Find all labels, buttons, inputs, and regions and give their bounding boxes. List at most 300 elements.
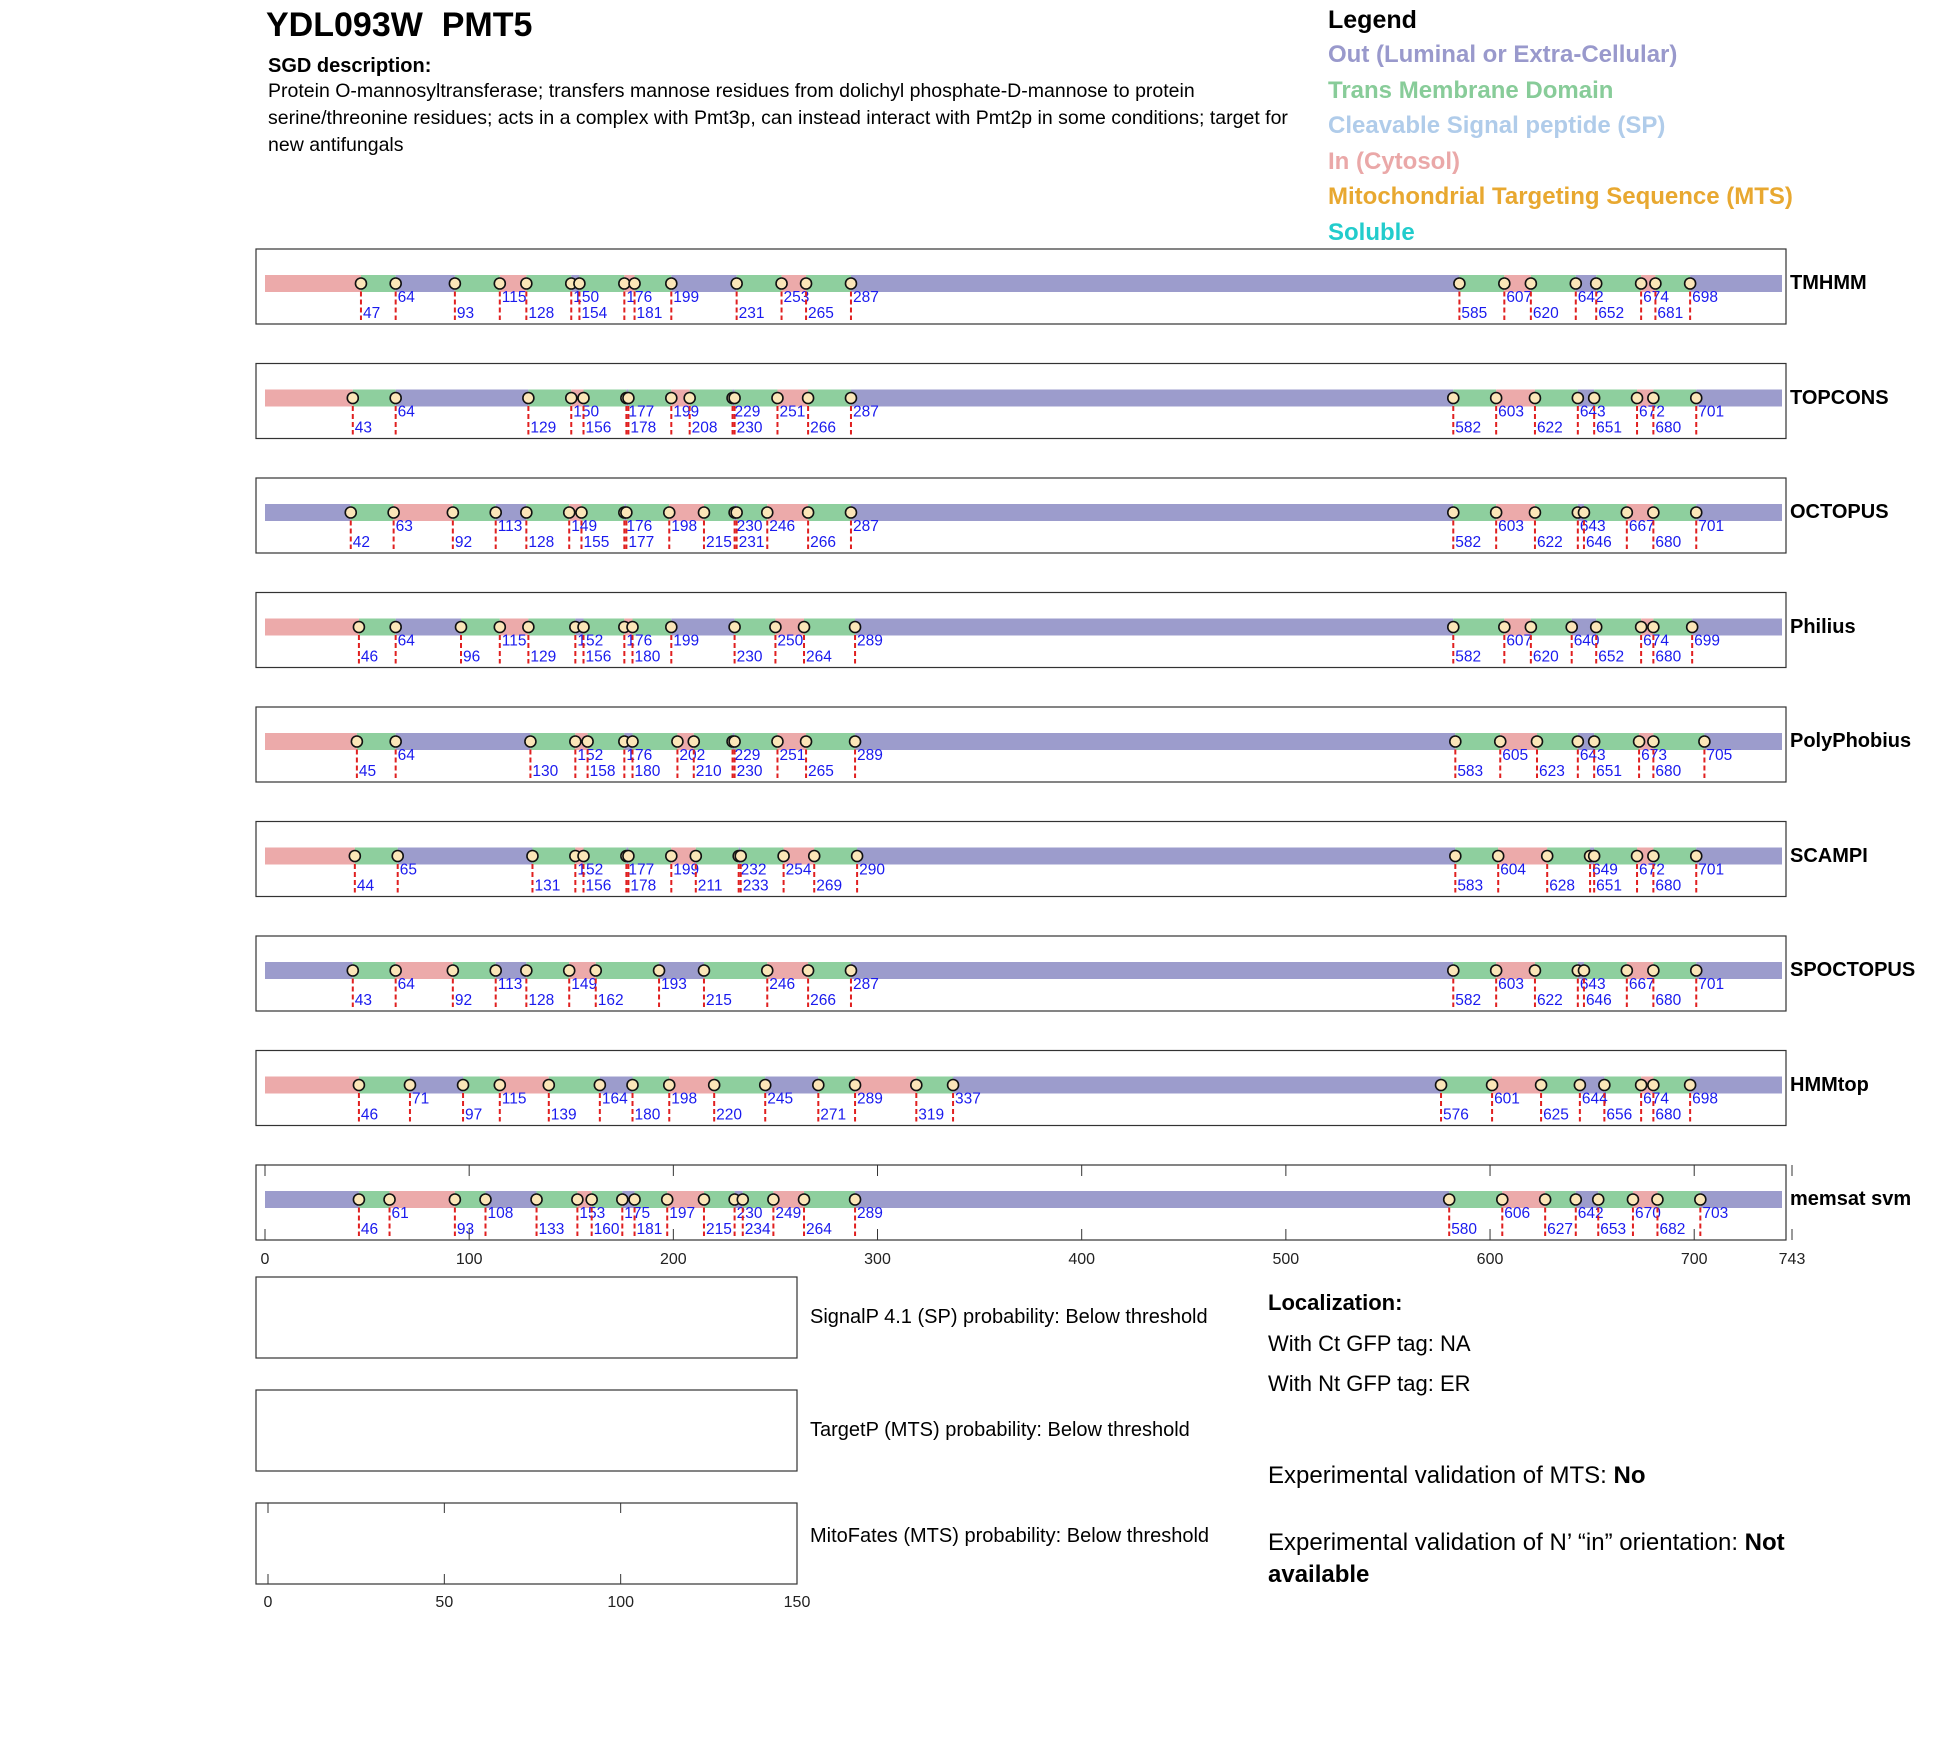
segment-tm bbox=[804, 619, 855, 636]
segment-tm bbox=[526, 504, 569, 521]
boundary-circle bbox=[772, 736, 783, 747]
segment-tm bbox=[549, 1077, 600, 1094]
boundary-circle bbox=[1589, 736, 1600, 747]
boundary-circle bbox=[629, 278, 640, 289]
boundary-label: 646 bbox=[1585, 992, 1612, 1009]
segment-tm bbox=[1535, 504, 1578, 521]
boundary-circle bbox=[1572, 393, 1583, 404]
boundary-label: 674 bbox=[1643, 632, 1669, 650]
boundary-label: 115 bbox=[501, 632, 527, 650]
boundary-label: 152 bbox=[577, 632, 604, 650]
boundary-circle bbox=[762, 507, 773, 518]
probability-label: MitoFates (MTS) probability: Below threshold bbox=[810, 1525, 1210, 1547]
boundary-circle bbox=[911, 1080, 922, 1091]
boundary-circle bbox=[1454, 278, 1465, 289]
segment-tm bbox=[1596, 619, 1641, 636]
boundary-circle bbox=[729, 736, 740, 747]
boundary-label: 180 bbox=[634, 763, 661, 780]
segment-tm bbox=[1449, 1191, 1502, 1208]
boundary-label: 680 bbox=[1655, 1106, 1682, 1124]
boundary-circle bbox=[353, 1194, 364, 1205]
boundary-label: 643 bbox=[1579, 976, 1606, 993]
segment-in bbox=[265, 1077, 359, 1094]
tool-label: memsat svm bbox=[1790, 1188, 1912, 1210]
boundary-label: 63 bbox=[395, 518, 413, 535]
boundary-label: 251 bbox=[779, 747, 806, 764]
segment-out bbox=[851, 275, 1459, 292]
axis-tick-label: 743 bbox=[1778, 1251, 1806, 1268]
boundary-label: 680 bbox=[1655, 877, 1682, 895]
localization-ct: With Ct GFP tag: NA bbox=[1268, 1331, 1471, 1356]
boundary-label: 701 bbox=[1698, 518, 1725, 535]
boundary-circle bbox=[850, 736, 861, 747]
boundary-circle bbox=[1578, 965, 1589, 976]
boundary-label: 156 bbox=[585, 648, 612, 666]
boundary-label: 46 bbox=[360, 1221, 379, 1238]
boundary-circle bbox=[760, 1080, 771, 1091]
boundary-label: 604 bbox=[1500, 861, 1527, 879]
boundary-label: 215 bbox=[705, 992, 732, 1009]
boundary-label: 177 bbox=[628, 403, 655, 421]
boundary-label: 680 bbox=[1655, 992, 1682, 1009]
boundary-label: 231 bbox=[738, 534, 765, 551]
boundary-circle bbox=[388, 507, 399, 518]
boundary-circle bbox=[490, 965, 501, 976]
boundary-circle bbox=[619, 278, 630, 289]
localization-heading: Localization: bbox=[1268, 1290, 1403, 1315]
segment-tm bbox=[455, 275, 500, 292]
boundary-circle bbox=[578, 851, 589, 862]
track-topcons bbox=[256, 364, 1786, 439]
boundary-label: 698 bbox=[1692, 1090, 1718, 1108]
boundary-circle bbox=[1448, 965, 1459, 976]
boundary-label: 245 bbox=[767, 1090, 794, 1108]
boundary-circle bbox=[1570, 278, 1581, 289]
boundary-label: 251 bbox=[779, 403, 806, 421]
boundary-label: 643 bbox=[1579, 747, 1606, 764]
boundary-label: 215 bbox=[705, 1221, 732, 1238]
boundary-circle bbox=[1691, 393, 1702, 404]
boundary-label: 643 bbox=[1579, 518, 1606, 535]
boundary-label: 673 bbox=[1641, 747, 1667, 764]
boundary-circle bbox=[729, 393, 740, 404]
segment-tm bbox=[453, 962, 496, 979]
boundary-circle bbox=[1499, 278, 1510, 289]
segment-tm bbox=[453, 504, 496, 521]
boundary-circle bbox=[494, 278, 505, 289]
boundary-circle bbox=[770, 622, 781, 633]
track-spoctopus bbox=[256, 936, 1786, 1011]
probability-panel bbox=[256, 1390, 797, 1471]
boundary-label: 181 bbox=[636, 1221, 663, 1238]
boundary-label: 670 bbox=[1634, 1205, 1661, 1222]
boundary-circle bbox=[1450, 851, 1461, 862]
boundary-circle bbox=[664, 1080, 675, 1091]
tool-label: OCTOPUS bbox=[1790, 501, 1889, 523]
boundary-label: 64 bbox=[397, 976, 415, 993]
segment-in bbox=[265, 733, 357, 750]
boundary-circle bbox=[1685, 278, 1696, 289]
segment-out bbox=[398, 848, 533, 865]
boundary-circle bbox=[494, 622, 505, 633]
boundary-circle bbox=[1542, 851, 1553, 862]
legend-title: Legend bbox=[1328, 6, 1417, 34]
segment-tm bbox=[1453, 962, 1496, 979]
boundary-label: 215 bbox=[705, 534, 732, 551]
boundary-label: 582 bbox=[1455, 419, 1482, 437]
boundary-circle bbox=[447, 507, 458, 518]
boundary-label: 229 bbox=[734, 403, 761, 421]
boundary-label: 265 bbox=[808, 763, 834, 780]
boundary-circle bbox=[1540, 1194, 1551, 1205]
legend-item-in: In (Cytosol) bbox=[1328, 147, 1460, 175]
boundary-label: 199 bbox=[673, 861, 700, 879]
boundary-circle bbox=[1525, 278, 1536, 289]
localization-nt: With Nt GFP tag: ER bbox=[1268, 1371, 1471, 1396]
segment-out bbox=[396, 390, 529, 407]
boundary-label: 65 bbox=[399, 861, 417, 879]
segment-tm bbox=[1531, 275, 1576, 292]
gene-id: YDL093W bbox=[266, 6, 423, 44]
segment-tm bbox=[808, 390, 851, 407]
boundary-circle bbox=[525, 736, 536, 747]
boundary-circle bbox=[1487, 1080, 1498, 1091]
boundary-label: 178 bbox=[630, 419, 657, 437]
boundary-circle bbox=[1448, 393, 1459, 404]
segment-out bbox=[396, 733, 531, 750]
boundary-circle bbox=[666, 278, 677, 289]
boundary-label: 250 bbox=[777, 632, 804, 650]
tool-label: SCAMPI bbox=[1790, 844, 1868, 867]
boundary-label: 643 bbox=[1579, 403, 1606, 421]
boundary-circle bbox=[698, 1194, 709, 1205]
experimental-mts-value: No bbox=[1613, 1462, 1646, 1489]
boundary-circle bbox=[351, 736, 362, 747]
tool-label: PolyPhobius bbox=[1790, 730, 1912, 752]
boundary-circle bbox=[355, 278, 366, 289]
boundary-circle bbox=[1529, 393, 1540, 404]
boundary-circle bbox=[799, 622, 810, 633]
boundary-label: 652 bbox=[1598, 305, 1625, 322]
probability-panel bbox=[256, 1277, 797, 1358]
boundary-circle bbox=[1699, 736, 1710, 747]
boundary-circle bbox=[1589, 393, 1600, 404]
boundary-label: 115 bbox=[501, 289, 527, 306]
boundary-circle bbox=[1536, 1080, 1547, 1091]
boundary-label: 149 bbox=[571, 976, 598, 993]
boundary-circle bbox=[698, 507, 709, 518]
boundary-circle bbox=[1529, 965, 1540, 976]
tool-label: TOPCONS bbox=[1790, 386, 1889, 409]
boundary-circle bbox=[737, 1194, 748, 1205]
segment-tm bbox=[1653, 962, 1696, 979]
boundary-label: 622 bbox=[1536, 992, 1563, 1009]
boundary-label: 623 bbox=[1538, 763, 1565, 780]
boundary-circle bbox=[629, 1194, 640, 1205]
boundary-label: 640 bbox=[1573, 632, 1600, 650]
boundary-label: 164 bbox=[601, 1090, 628, 1108]
segment-out bbox=[855, 619, 1453, 636]
boundary-label: 651 bbox=[1596, 763, 1623, 780]
boundary-circle bbox=[1627, 1194, 1638, 1205]
probability-label: SignalP 4.1 (SP) probability: Below threshold bbox=[810, 1306, 1208, 1328]
boundary-circle bbox=[347, 965, 358, 976]
tool-label: TMHMM bbox=[1790, 272, 1867, 294]
boundary-circle bbox=[521, 507, 532, 518]
boundary-label: 337 bbox=[955, 1090, 981, 1108]
boundary-circle bbox=[776, 278, 787, 289]
boundary-circle bbox=[447, 965, 458, 976]
boundary-circle bbox=[803, 393, 814, 404]
boundary-label: 115 bbox=[501, 1090, 527, 1108]
track-polyphobius bbox=[256, 707, 1786, 782]
boundary-circle bbox=[1648, 507, 1659, 518]
boundary-label: 64 bbox=[397, 747, 415, 764]
boundary-circle bbox=[1493, 851, 1504, 862]
boundary-label: 644 bbox=[1581, 1090, 1608, 1108]
prob-axis-tick-label: 150 bbox=[783, 1594, 811, 1611]
boundary-label: 705 bbox=[1706, 747, 1733, 764]
segment-tm bbox=[704, 962, 767, 979]
boundary-label: 585 bbox=[1461, 305, 1488, 322]
boundary-label: 582 bbox=[1455, 992, 1482, 1009]
boundary-label: 64 bbox=[397, 289, 415, 306]
boundary-circle bbox=[527, 851, 538, 862]
boundary-circle bbox=[1695, 1194, 1706, 1205]
boundary-label: 46 bbox=[360, 1106, 379, 1124]
boundary-label: 642 bbox=[1577, 1205, 1604, 1222]
boundary-label: 289 bbox=[857, 1090, 883, 1108]
gene-name: PMT5 bbox=[441, 6, 533, 44]
boundary-label: 289 bbox=[857, 632, 883, 650]
boundary-label: 231 bbox=[738, 305, 765, 322]
boundary-circle bbox=[1529, 507, 1540, 518]
boundary-label: 150 bbox=[573, 403, 600, 421]
boundary-label: 128 bbox=[528, 305, 555, 322]
boundary-label: 703 bbox=[1702, 1205, 1729, 1222]
boundary-circle bbox=[1591, 278, 1602, 289]
boundary-circle bbox=[1525, 622, 1536, 633]
boundary-label: 672 bbox=[1639, 861, 1665, 879]
boundary-circle bbox=[1448, 507, 1459, 518]
boundary-circle bbox=[623, 393, 634, 404]
segment-tm bbox=[526, 962, 569, 979]
boundary-label: 603 bbox=[1498, 518, 1525, 535]
boundary-circle bbox=[1497, 1194, 1508, 1205]
boundary-circle bbox=[390, 393, 401, 404]
boundary-label: 233 bbox=[742, 877, 769, 895]
boundary-label: 667 bbox=[1628, 518, 1655, 535]
boundary-circle bbox=[1632, 393, 1643, 404]
segment-out bbox=[857, 848, 1455, 865]
boundary-label: 152 bbox=[577, 861, 604, 879]
boundary-label: 680 bbox=[1655, 419, 1682, 437]
boundary-circle bbox=[521, 278, 532, 289]
boundary-label: 155 bbox=[583, 534, 610, 551]
boundary-circle bbox=[627, 736, 638, 747]
boundary-circle bbox=[617, 1194, 628, 1205]
experimental-orientation-label: Experimental validation of N’ “in” orientation: bbox=[1268, 1529, 1745, 1556]
boundary-label: 620 bbox=[1532, 305, 1559, 322]
boundary-circle bbox=[564, 507, 575, 518]
boundary-circle bbox=[1578, 507, 1589, 518]
boundary-circle bbox=[1648, 1080, 1659, 1091]
axis-tick-label: 600 bbox=[1476, 1251, 1504, 1268]
segment-out bbox=[265, 504, 351, 521]
boundary-label: 287 bbox=[852, 976, 879, 993]
track-philius bbox=[256, 593, 1786, 668]
probability-label: TargetP (MTS) probability: Below threshold bbox=[810, 1419, 1190, 1441]
segment-tm bbox=[1455, 733, 1500, 750]
boundary-label: 61 bbox=[391, 1205, 409, 1222]
legend-item-mts: Mitochondrial Targeting Sequence (MTS) bbox=[1328, 183, 1793, 210]
boundary-circle bbox=[666, 622, 677, 633]
boundary-circle bbox=[1436, 1080, 1447, 1091]
boundary-label: 153 bbox=[579, 1205, 606, 1222]
boundary-circle bbox=[1636, 278, 1647, 289]
boundary-label: 264 bbox=[806, 1221, 832, 1238]
boundary-label: 652 bbox=[1598, 648, 1625, 666]
boundary-label: 42 bbox=[352, 534, 371, 551]
boundary-label: 128 bbox=[528, 534, 555, 551]
boundary-label: 234 bbox=[744, 1221, 771, 1238]
boundary-label: 701 bbox=[1698, 861, 1725, 879]
boundary-circle bbox=[666, 851, 677, 862]
axis-tick-label: 300 bbox=[864, 1251, 891, 1268]
boundary-label: 156 bbox=[585, 877, 612, 895]
boundary-circle bbox=[531, 1194, 542, 1205]
boundary-label: 289 bbox=[857, 747, 883, 764]
boundary-circle bbox=[1448, 622, 1459, 633]
boundary-circle bbox=[566, 393, 577, 404]
boundary-label: 582 bbox=[1455, 534, 1482, 551]
segment-tm bbox=[359, 1077, 410, 1094]
segment-tm bbox=[1535, 962, 1578, 979]
boundary-label: 680 bbox=[1655, 763, 1682, 780]
boundary-label: 230 bbox=[736, 419, 763, 437]
boundary-label: 93 bbox=[456, 305, 475, 322]
boundary-label: 642 bbox=[1577, 289, 1604, 306]
segment-tm bbox=[696, 848, 739, 865]
segment-in bbox=[265, 619, 359, 636]
axis-tick-label: 100 bbox=[455, 1251, 483, 1268]
tool-label: Philius bbox=[1790, 615, 1856, 638]
segment-tm bbox=[532, 848, 575, 865]
boundary-label: 674 bbox=[1643, 289, 1669, 306]
boundary-circle bbox=[799, 1194, 810, 1205]
segment-out bbox=[855, 1191, 1449, 1208]
boundary-label: 580 bbox=[1451, 1221, 1478, 1238]
boundary-label: 319 bbox=[918, 1106, 945, 1124]
boundary-label: 64 bbox=[397, 403, 415, 421]
boundary-circle bbox=[1691, 965, 1702, 976]
boundary-label: 254 bbox=[785, 861, 812, 879]
boundary-circle bbox=[803, 965, 814, 976]
boundary-label: 133 bbox=[538, 1221, 565, 1238]
sgd-description-heading: SGD description: bbox=[268, 55, 432, 77]
boundary-circle bbox=[664, 507, 675, 518]
boundary-label: 603 bbox=[1498, 976, 1525, 993]
boundary-circle bbox=[353, 622, 364, 633]
boundary-circle bbox=[1491, 965, 1502, 976]
boundary-label: 97 bbox=[465, 1106, 483, 1124]
boundary-circle bbox=[384, 1194, 395, 1205]
boundary-label: 287 bbox=[852, 518, 879, 535]
boundary-label: 606 bbox=[1504, 1205, 1531, 1222]
segment-out bbox=[855, 733, 1455, 750]
boundary-label: 43 bbox=[354, 992, 373, 1009]
boundary-label: 583 bbox=[1457, 877, 1484, 895]
boundary-circle bbox=[850, 1080, 861, 1091]
boundary-label: 198 bbox=[671, 518, 698, 535]
boundary-label: 246 bbox=[769, 976, 796, 993]
boundary-circle bbox=[1636, 622, 1647, 633]
boundary-circle bbox=[347, 393, 358, 404]
segment-tm bbox=[528, 390, 571, 407]
legend-item-out: Out (Luminal or Extra-Cellular) bbox=[1328, 41, 1678, 68]
boundary-label: 622 bbox=[1536, 534, 1563, 551]
track-tmhmm bbox=[256, 249, 1786, 324]
boundary-circle bbox=[449, 1194, 460, 1205]
boundary-label: 197 bbox=[669, 1205, 696, 1222]
boundary-label: 682 bbox=[1659, 1221, 1686, 1238]
boundary-label: 92 bbox=[454, 992, 473, 1009]
boundary-circle bbox=[684, 393, 695, 404]
boundary-circle bbox=[404, 1080, 415, 1091]
boundary-circle bbox=[449, 278, 460, 289]
boundary-label: 160 bbox=[593, 1221, 620, 1238]
boundary-label: 156 bbox=[585, 419, 612, 437]
boundary-label: 199 bbox=[673, 632, 700, 650]
boundary-circle bbox=[1499, 622, 1510, 633]
boundary-label: 576 bbox=[1443, 1106, 1469, 1124]
boundary-circle bbox=[390, 278, 401, 289]
axis-tick-label: 400 bbox=[1068, 1251, 1096, 1268]
segment-tm bbox=[804, 1191, 855, 1208]
boundary-circle bbox=[731, 507, 742, 518]
sgd-description-text: Protein O-mannosyltransferase; transfers mannose residues from dolichyl phosphate-D-mannose to protein serine/threonine residues; acts in a complex with Pmt3p, can instead interact with Pmt2p in some conditions; target for new antifungals bbox=[268, 80, 1288, 156]
boundary-label: 287 bbox=[852, 289, 879, 306]
boundary-circle bbox=[570, 736, 581, 747]
boundary-circle bbox=[672, 736, 683, 747]
segment-tm bbox=[808, 504, 851, 521]
segment-tm bbox=[1441, 1077, 1492, 1094]
boundary-circle bbox=[1632, 851, 1643, 862]
boundary-label: 199 bbox=[673, 403, 700, 421]
boundary-circle bbox=[621, 507, 632, 518]
boundary-circle bbox=[521, 965, 532, 976]
boundary-circle bbox=[523, 622, 534, 633]
boundary-label: 180 bbox=[634, 648, 661, 666]
boundary-circle bbox=[778, 851, 789, 862]
boundary-label: 210 bbox=[695, 763, 722, 780]
boundary-label: 177 bbox=[628, 534, 655, 551]
experimental-mts-label: Experimental validation of MTS: bbox=[1268, 1462, 1614, 1489]
prob-axis-tick-label: 50 bbox=[435, 1594, 454, 1611]
boundary-circle bbox=[494, 1080, 505, 1091]
segment-tm bbox=[351, 504, 394, 521]
boundary-circle bbox=[1636, 1080, 1647, 1091]
boundary-circle bbox=[762, 965, 773, 976]
track-scampi bbox=[256, 822, 1786, 897]
boundary-circle bbox=[1570, 1194, 1581, 1205]
boundary-label: 198 bbox=[671, 1090, 698, 1108]
boundary-label: 193 bbox=[661, 976, 687, 993]
segment-tm bbox=[714, 1077, 765, 1094]
experimental-orientation bbox=[1268, 1527, 1868, 1591]
boundary-label: 113 bbox=[497, 976, 523, 993]
boundary-label: 605 bbox=[1502, 747, 1529, 764]
